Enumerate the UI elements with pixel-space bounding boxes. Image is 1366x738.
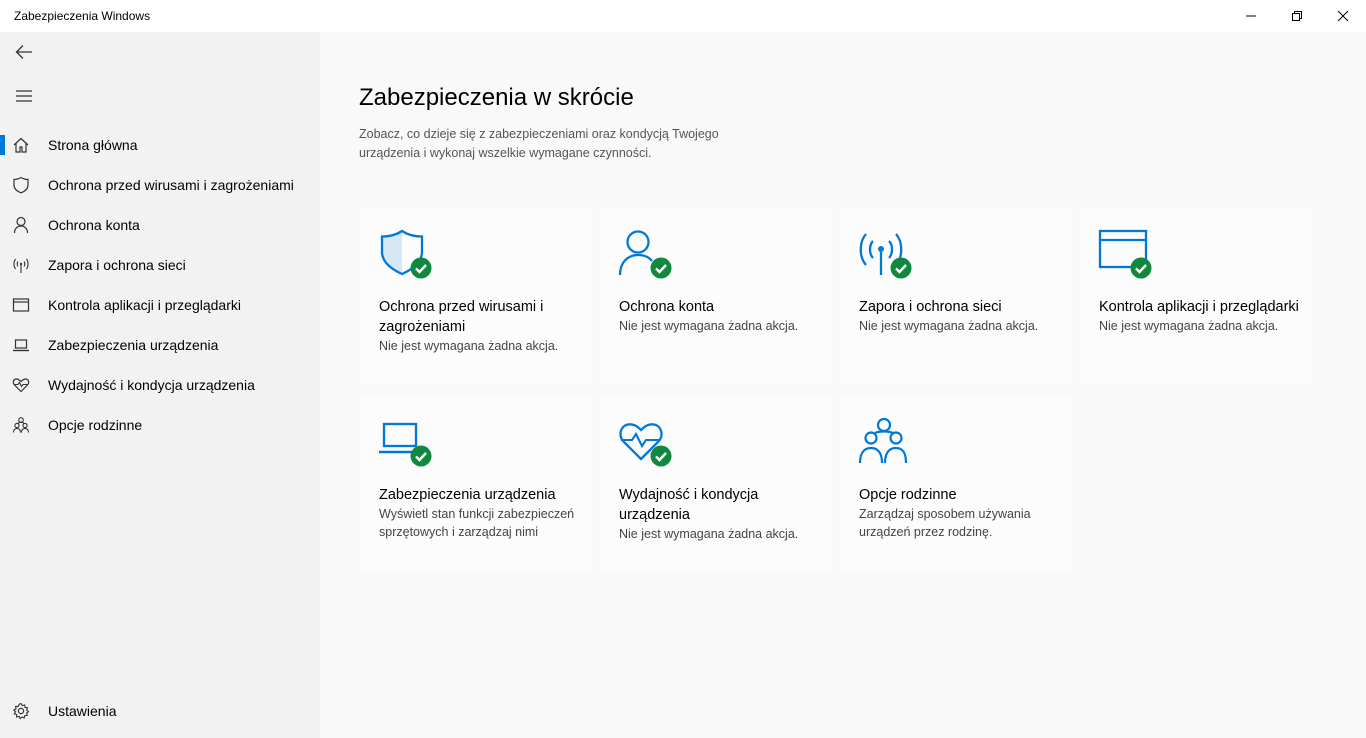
restore-button[interactable] — [1274, 0, 1320, 32]
restore-icon — [1291, 10, 1303, 22]
sidebar-item-label: Strona główna — [48, 137, 138, 153]
check-badge-icon — [650, 445, 672, 467]
card-firewall[interactable] — [840, 209, 1072, 385]
sidebar-item-label: Ochrona konta — [48, 217, 140, 233]
card-title: Opcje rodzinne Zarządzaj sposobem używania urządzeń przez rodzinę. — [859, 485, 1059, 541]
check-badge-icon — [1130, 257, 1152, 279]
hamburger-icon — [15, 89, 33, 103]
family-icon — [858, 417, 912, 467]
minimize-button[interactable] — [1228, 0, 1274, 32]
card-account-protection[interactable] — [600, 209, 832, 385]
card-status: Zarządzaj sposobem używania urządzeń przez rodzinę. — [859, 507, 1031, 539]
main-content — [320, 32, 1366, 738]
sidebar — [0, 32, 320, 738]
minimize-icon — [1245, 10, 1257, 22]
hamburger-menu-button[interactable] — [0, 76, 48, 116]
close-icon — [1337, 10, 1349, 22]
card-app-browser-control[interactable] — [1080, 209, 1312, 385]
shield-icon — [1, 165, 41, 205]
sidebar-item-firewall[interactable] — [0, 245, 320, 285]
app-browser-icon — [1, 285, 41, 325]
card-title: Ochrona przed wirusami i zagrożeniami Nie jest wymagana żadna akcja. — [379, 297, 579, 355]
check-badge-icon — [650, 257, 672, 279]
sidebar-item-account-protection[interactable] — [0, 205, 320, 245]
sidebar-item-settings[interactable] — [0, 691, 320, 731]
laptop-icon — [378, 417, 432, 467]
check-badge-icon — [890, 257, 912, 279]
sidebar-item-device-security[interactable] — [0, 325, 320, 365]
wireless-icon — [858, 229, 912, 279]
card-title: Wydajność i kondycja urządzenia Nie jest wymagana żadna akcja. — [619, 485, 819, 543]
card-status: Nie jest wymagana żadna akcja. — [619, 319, 799, 333]
card-device-performance[interactable] — [600, 397, 832, 573]
gear-icon — [1, 691, 41, 731]
card-title: Ochrona konta Nie jest wymagana żadna akcja. — [619, 297, 819, 335]
back-arrow-icon — [15, 44, 33, 60]
close-button[interactable] — [1320, 0, 1366, 32]
sidebar-item-label: Wydajność i kondycja urządzenia — [48, 377, 255, 393]
person-icon — [618, 229, 672, 279]
card-status: Nie jest wymagana żadna akcja. — [1099, 319, 1279, 333]
card-title: Zapora i ochrona sieci Nie jest wymagana żadna akcja. — [859, 297, 1059, 335]
home-icon — [1, 125, 41, 165]
sidebar-item-device-performance[interactable] — [0, 365, 320, 405]
laptop-icon — [1, 325, 41, 365]
sidebar-item-label: Opcje rodzinne — [48, 417, 143, 433]
check-badge-icon — [410, 257, 432, 279]
window-title: Zabezpieczenia Windows — [14, 9, 151, 23]
shield-icon — [378, 229, 432, 279]
wireless-icon — [1, 245, 41, 285]
card-status: Nie jest wymagana żadna akcja. — [859, 319, 1039, 333]
card-status: Wyświetl stan funkcji zabezpieczeń sprzętowych i zarządzaj nimi — [379, 507, 575, 539]
sidebar-item-label: Zabezpieczenia urządzenia — [48, 337, 219, 353]
card-device-security[interactable] — [360, 397, 592, 573]
card-title: Kontrola aplikacji i przeglądarki Nie jest wymagana żadna akcja. — [1099, 299, 1299, 333]
heart-icon — [618, 417, 672, 467]
sidebar-item-label: Kontrola aplikacji i przeglądarki — [48, 297, 241, 313]
sidebar-item-virus-protection[interactable] — [0, 165, 320, 205]
card-title: Zabezpieczenia urządzenia Wyświetl stan funkcji zabezpieczeń sprzętowych i zarządzaj nimi — [379, 485, 579, 541]
check-badge-icon — [410, 445, 432, 467]
page-description: Zobacz, co dzieje się z zabezpieczeniami oraz kondycją Twojego urządzenia i wykonaj wszelkie wymagane czynności. — [359, 127, 719, 160]
sidebar-item-family-options[interactable] — [0, 405, 320, 445]
sidebar-item-label: Ochrona przed wirusami i zagrożeniami — [48, 177, 294, 193]
page-title: Zabezpieczenia w skrócie — [359, 84, 634, 111]
card-virus-protection[interactable] — [360, 209, 592, 385]
title-bar — [0, 0, 1366, 32]
card-status: Nie jest wymagana żadna akcja. — [619, 527, 799, 541]
person-icon — [1, 205, 41, 245]
family-icon — [1, 405, 41, 445]
heart-icon — [1, 365, 41, 405]
card-status: Nie jest wymagana żadna akcja. — [379, 339, 559, 353]
app-browser-icon — [1098, 229, 1152, 279]
sidebar-item-home[interactable] — [0, 125, 320, 165]
card-family-options[interactable] — [840, 397, 1072, 573]
sidebar-item-app-browser-control[interactable] — [0, 285, 320, 325]
back-button[interactable] — [0, 32, 48, 72]
sidebar-item-label: Zapora i ochrona sieci — [48, 257, 186, 273]
settings-label: Ustawienia — [48, 703, 117, 719]
